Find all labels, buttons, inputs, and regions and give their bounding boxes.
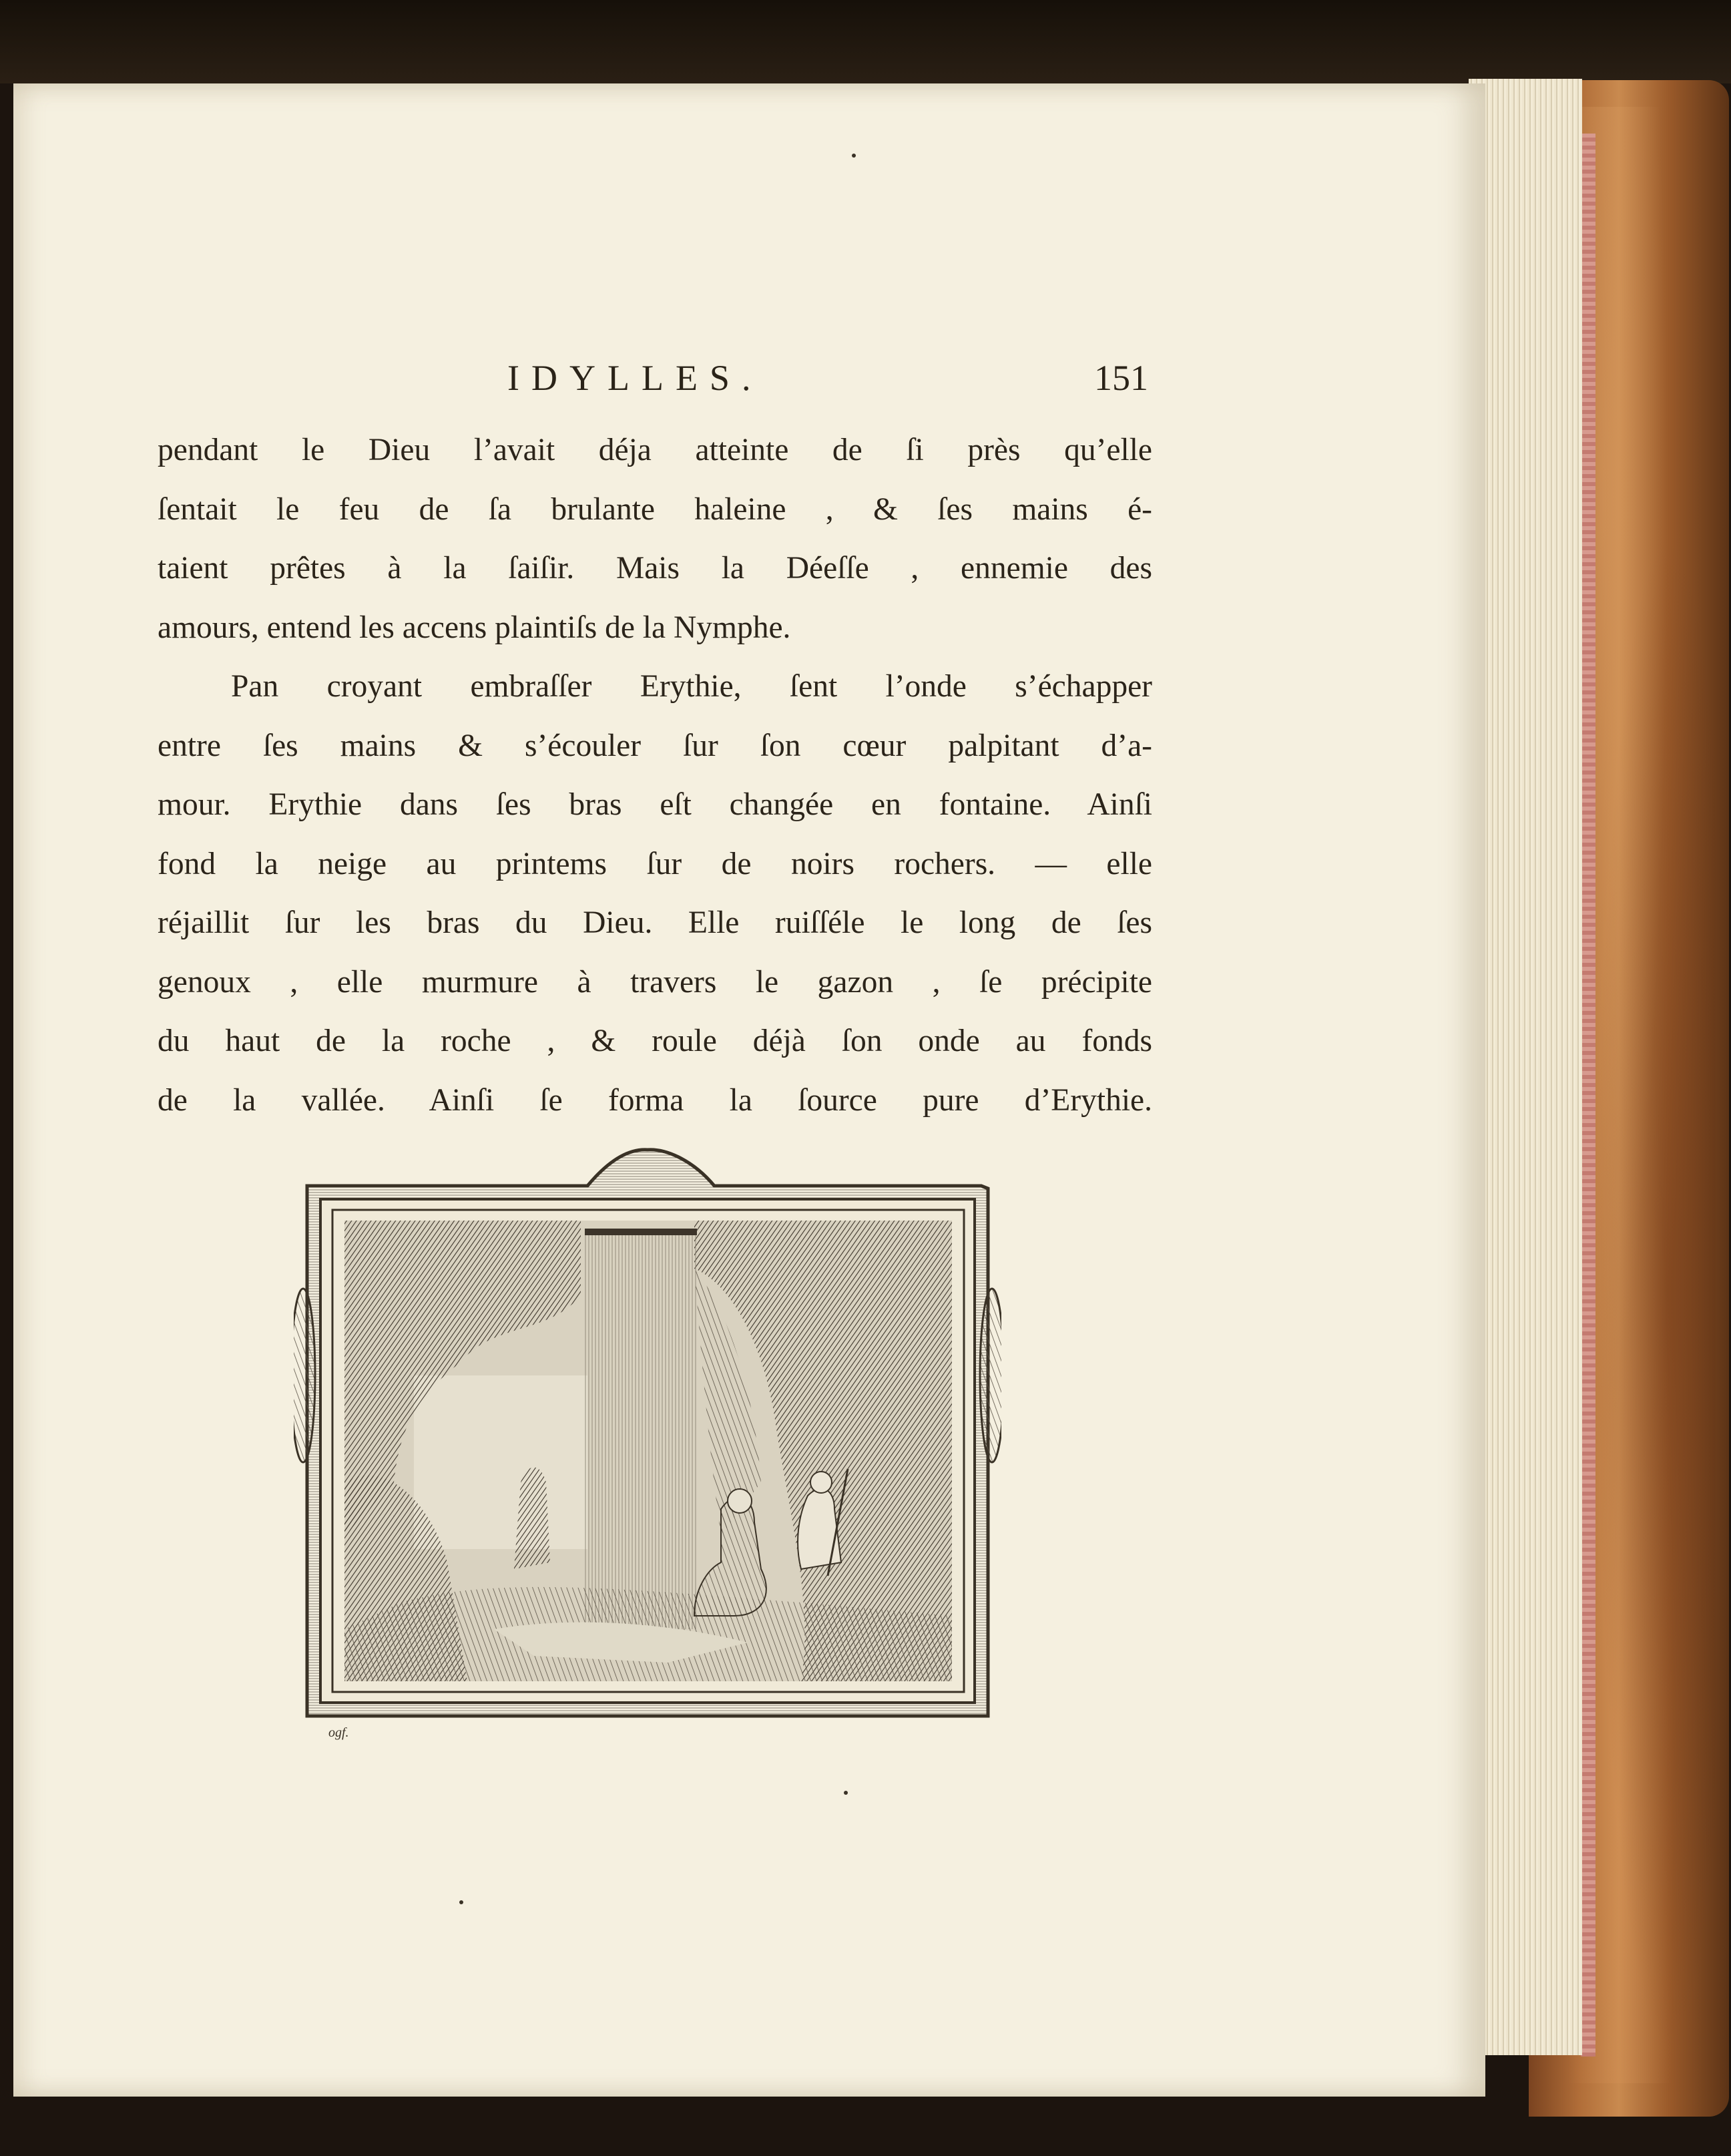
text-line: amours, entend les accens plaintiſs de la Nymphe. bbox=[158, 610, 791, 645]
text-line: réjaillit ſur les bras du Dieu. Elle ruiſſéle le long de ſes bbox=[158, 905, 1152, 940]
engraver-signature: ogf. bbox=[328, 1725, 349, 1740]
waterfall bbox=[585, 1229, 697, 1629]
text-line: pendant le Dieu l’avait déja atteinte de ſi près qu’elle bbox=[158, 433, 1152, 467]
running-head bbox=[160, 357, 1148, 404]
paper-spot bbox=[459, 1900, 463, 1904]
text-line: de la vallée. Ainſi ſe forma la ſource pure d’Erythie. bbox=[158, 1082, 1152, 1118]
page-stack-edge bbox=[1469, 79, 1582, 2055]
text-line: taient prêtes à la ſaiſir. Mais la Déeſſe , ennemie des bbox=[158, 551, 1152, 586]
text-line: entre ſes mains & s’écouler ſur ſon cœur palpitant d’a- bbox=[158, 728, 1152, 763]
background-top bbox=[0, 0, 1731, 83]
right-ornament bbox=[980, 1289, 1001, 1462]
paper-spot bbox=[844, 1791, 848, 1795]
left-ornament bbox=[294, 1289, 315, 1462]
text-line: fond la neige au printems ſur de noirs rochers. — elle bbox=[158, 846, 1152, 881]
page-number: 151 bbox=[1094, 358, 1148, 398]
text-line: du haut de la roche , & roule déjà ſon onde au fonds bbox=[158, 1024, 1152, 1058]
body-text bbox=[158, 421, 1152, 1130]
text-line: Pan croyant embraſſer Erythie, ſent l’onde s’échapper bbox=[231, 669, 1152, 704]
paper-spot bbox=[852, 154, 856, 158]
text-line: genoux , elle murmure à travers le gazon , ſe précipite bbox=[158, 964, 1152, 1000]
engraving-illustration bbox=[294, 1135, 1001, 1723]
text-line: ſentait le feu de ſa brulante haleine , & ſes mains é- bbox=[158, 491, 1152, 527]
text-line: mour. Erythie dans ſes bras eſt changée en fontaine. Ainſi bbox=[158, 787, 1152, 822]
running-head-title: IDYLLES. bbox=[507, 358, 763, 398]
endpaper-edge bbox=[1581, 134, 1595, 2057]
